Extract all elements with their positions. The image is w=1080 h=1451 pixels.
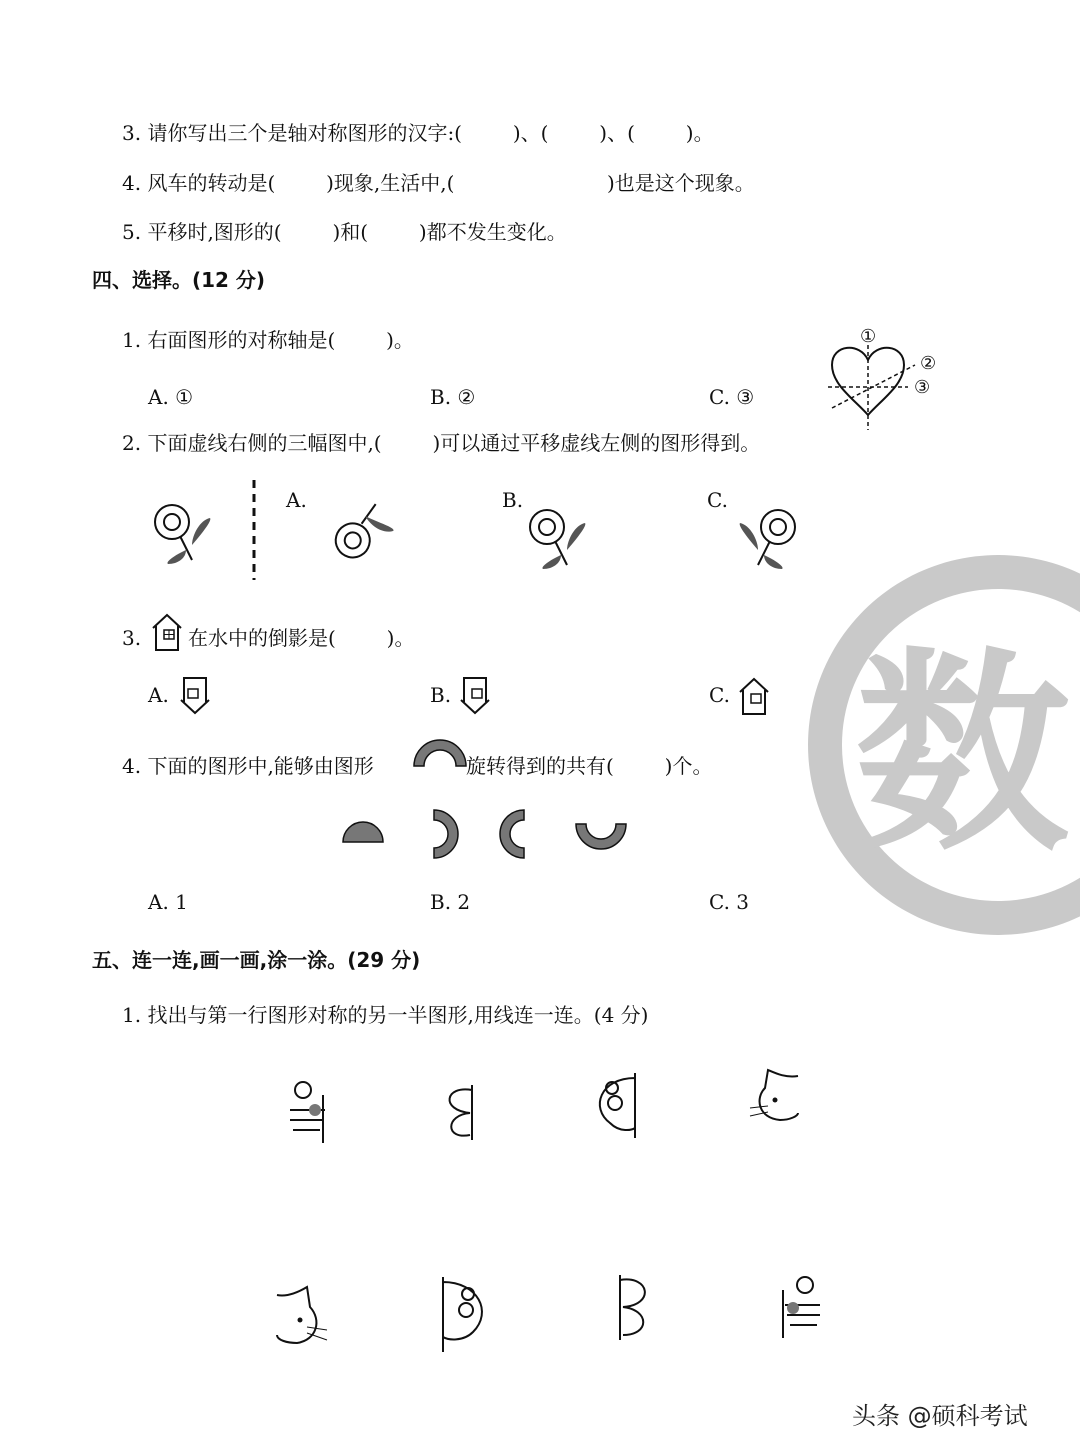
q1-option-c: C. ③: [709, 385, 755, 409]
choice-q4-text-after: 旋转得到的共有( )个。: [466, 754, 713, 778]
bug-half-icon: [285, 1075, 330, 1145]
q2-option-c: C.: [707, 488, 728, 512]
arc-left-shape: [496, 808, 526, 860]
fill-blank-q5: 5. 平移时,图形的( )和( )都不发生变化。: [122, 220, 567, 244]
rose-option-a-icon: [325, 495, 395, 560]
footer-attribution: 头条 @硕科考试: [852, 1402, 1028, 1430]
section-5-title: 五、连一连,画一画,涂一涂。(29 分): [92, 948, 421, 972]
peacock-half-icon: [590, 1068, 640, 1143]
bug-other-half-icon: [775, 1270, 825, 1340]
dashed-divider: [250, 480, 258, 580]
cat-other-half-icon: [272, 1285, 330, 1355]
fill-blank-q4: 4. 风车的转动是( )现象,生活中,( )也是这个现象。: [122, 171, 755, 195]
arc-shape-icon: [412, 738, 468, 768]
q2-option-b: B.: [502, 488, 524, 512]
arc-down-shape: [574, 822, 628, 850]
choice-q1: 1. 右面图形的对称轴是( )。: [122, 328, 414, 352]
q4-option-a: A. 1: [148, 890, 188, 914]
axis-label-3: ③: [914, 377, 931, 398]
q3-option-c: C.: [709, 683, 730, 707]
peacock-other-half-icon: [438, 1272, 493, 1357]
half-disk-shape: [342, 818, 384, 844]
house-icon: [150, 612, 184, 652]
choice-q2: 2. 下面虚线右侧的三幅图中,( )可以通过平移虚线左侧的图形得到。: [122, 431, 761, 455]
q1-option-b: B. ②: [430, 385, 476, 409]
arc-right-shape: [432, 808, 462, 860]
q1-option-a: A. ①: [148, 385, 194, 409]
rose-option-b-icon: [525, 505, 590, 575]
matching-q1: 1. 找出与第一行图形对称的另一半图形,用线连一连。(4 分): [122, 1003, 649, 1027]
q2-option-a: A.: [286, 488, 307, 512]
q3-option-b: B.: [430, 683, 452, 707]
house-reflection-b-icon: [458, 676, 492, 716]
house-option-c-icon: [737, 676, 771, 716]
choice-q3-text: 在水中的倒影是( )。: [188, 626, 415, 650]
choice-q4-text-before: 4. 下面的图形中,能够由图形: [122, 754, 374, 778]
q4-option-c: C. 3: [709, 890, 750, 914]
rose-option-c-icon: [735, 505, 800, 575]
fill-blank-q3: 3. 请你写出三个是轴对称图形的汉字:( )、( )、( )。: [122, 121, 714, 145]
q3-option-a: A.: [148, 683, 169, 707]
butterfly-half-icon: [440, 1075, 475, 1145]
choice-q3-number: 3.: [122, 626, 142, 650]
rose-original-icon: [150, 500, 215, 570]
watermark-character: 数: [855, 629, 1070, 880]
cat-half-icon: [750, 1068, 805, 1128]
axis-label-1: ①: [860, 326, 877, 347]
axis-label-2: ②: [920, 353, 937, 374]
q4-option-b: B. 2: [430, 890, 471, 914]
butterfly-other-half-icon: [615, 1265, 655, 1345]
house-reflection-a-icon: [178, 676, 212, 716]
section-4-title: 四、选择。(12 分): [92, 268, 266, 292]
